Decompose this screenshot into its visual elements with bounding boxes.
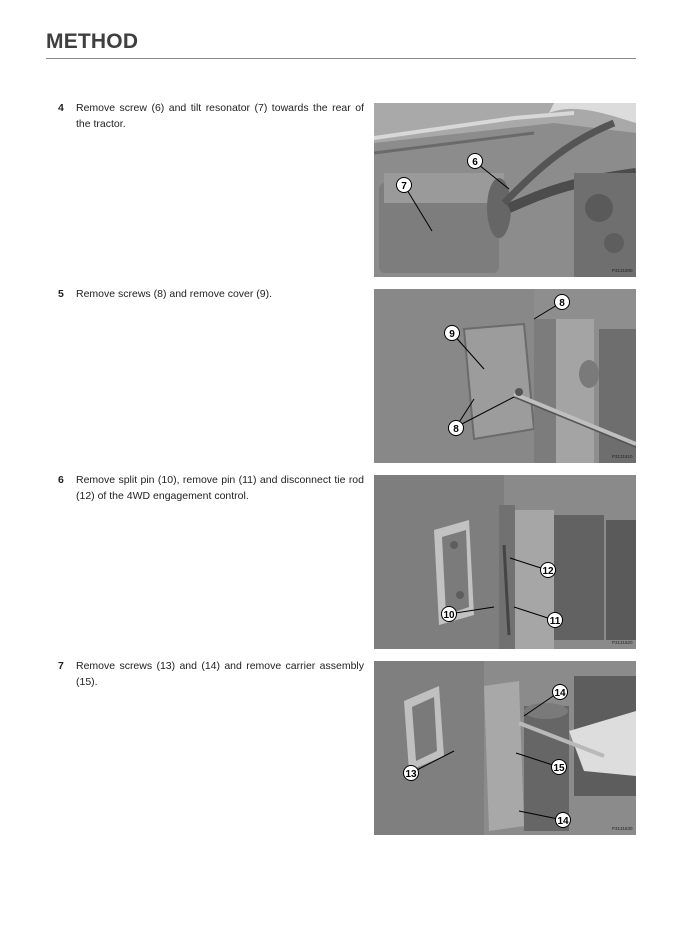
figure-code: P3131830	[612, 826, 633, 831]
svg-text:11: 11	[549, 616, 561, 627]
callout-11	[548, 613, 563, 628]
title-divider	[46, 58, 636, 59]
callout-12	[541, 563, 556, 578]
callout-15	[552, 760, 567, 775]
step-text: Remove split pin (10), remove pin (11) and disconnect tie rod (12) of the 4WD engagement control.	[76, 474, 364, 502]
svg-text:14: 14	[554, 688, 566, 699]
figure-step-5	[374, 289, 636, 463]
svg-text:10: 10	[443, 610, 455, 621]
svg-text:8: 8	[559, 298, 565, 309]
step-text: Remove screws (13) and (14) and remove carrier assembly (15).	[76, 660, 364, 688]
svg-text:9: 9	[449, 329, 455, 340]
callout-13	[404, 766, 419, 781]
figure-step-4	[374, 103, 636, 277]
step-number: 7	[58, 660, 64, 672]
svg-text:6: 6	[472, 157, 478, 168]
figure-step-6	[374, 475, 636, 649]
step-number: 4	[58, 102, 64, 114]
callout-14-bottom	[556, 813, 571, 828]
callout-7	[397, 178, 412, 193]
figure-code: P3131800	[612, 268, 633, 273]
figure-step-7	[374, 661, 636, 835]
step-number: 5	[58, 288, 64, 300]
step-text: Remove screws (8) and remove cover (9).	[76, 288, 273, 300]
figure-code: P3131820	[612, 640, 633, 645]
callout-6	[468, 154, 483, 169]
step-text: Remove screw (6) and tilt resonator (7) towards the rear of the tractor.	[76, 102, 364, 130]
callout-9	[445, 326, 460, 341]
svg-text:12: 12	[542, 566, 554, 577]
figure-code: P3131810	[612, 454, 633, 459]
callout-14-top	[553, 685, 568, 700]
svg-text:8: 8	[453, 424, 459, 435]
step-number: 6	[58, 474, 64, 486]
svg-text:14: 14	[557, 816, 569, 827]
callout-8-bottom	[449, 421, 464, 436]
callout-8-top	[555, 295, 570, 310]
svg-text:7: 7	[401, 181, 407, 192]
page-title: METHOD	[46, 30, 139, 53]
svg-text:13: 13	[405, 769, 417, 780]
svg-text:15: 15	[553, 763, 565, 774]
callout-10	[442, 607, 457, 622]
